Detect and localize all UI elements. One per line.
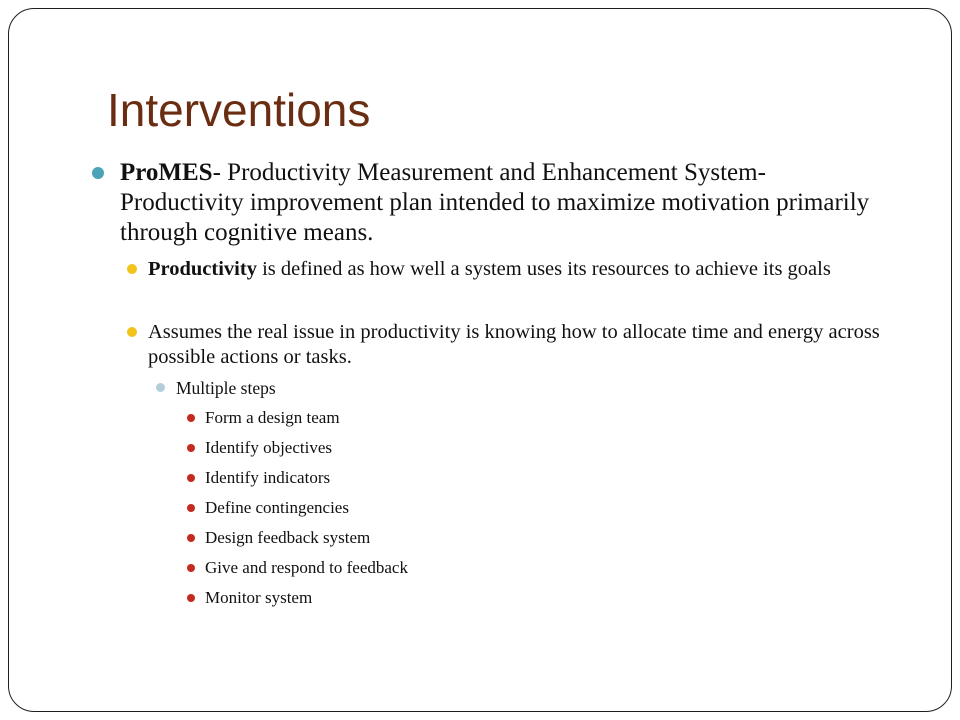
step-item: Form a design team [205, 408, 340, 427]
bullet-dot-icon [187, 534, 195, 542]
bullet-term: ProMES [120, 159, 213, 186]
step-item: Give and respond to feedback [205, 558, 408, 577]
bullet-dot-icon [187, 504, 195, 512]
bullet-dot-icon [187, 564, 195, 572]
step-item: Design feedback system [205, 528, 371, 547]
step-item: Define contingencies [205, 498, 349, 517]
step-item: Monitor system [205, 588, 313, 607]
bullet-text: is defined as how well a system uses its resources to achieve its goals [256, 258, 831, 280]
bullet-dot-icon [127, 264, 137, 274]
bullet-promes [120, 158, 880, 248]
bullet-productivity-definition [148, 257, 888, 282]
step-item: Identify objectives [205, 438, 332, 457]
bullet-dot-icon [187, 594, 195, 602]
bullet-dot-icon [127, 327, 137, 337]
bullet-multiple-steps: Multiple steps [176, 378, 276, 398]
bullet-dot-icon [187, 444, 195, 452]
bullet-text: - Productivity Measurement and Enhancement System- Productivity improvement plan intended to maximize motivation primarily through cognitive means. [120, 159, 870, 246]
slide-title: Interventions [107, 84, 371, 136]
bullet-assumption: Assumes the real issue in productivity is knowing how to allocate time and energy across possible actions or tasks. [148, 321, 880, 368]
step-item: Identify indicators [205, 468, 331, 487]
bullet-dot-icon [156, 383, 165, 392]
bullet-dot-icon [187, 474, 195, 482]
bullet-term: Productivity [148, 258, 257, 280]
bullet-dot-icon [92, 167, 104, 179]
bullet-dot-icon [187, 414, 195, 422]
